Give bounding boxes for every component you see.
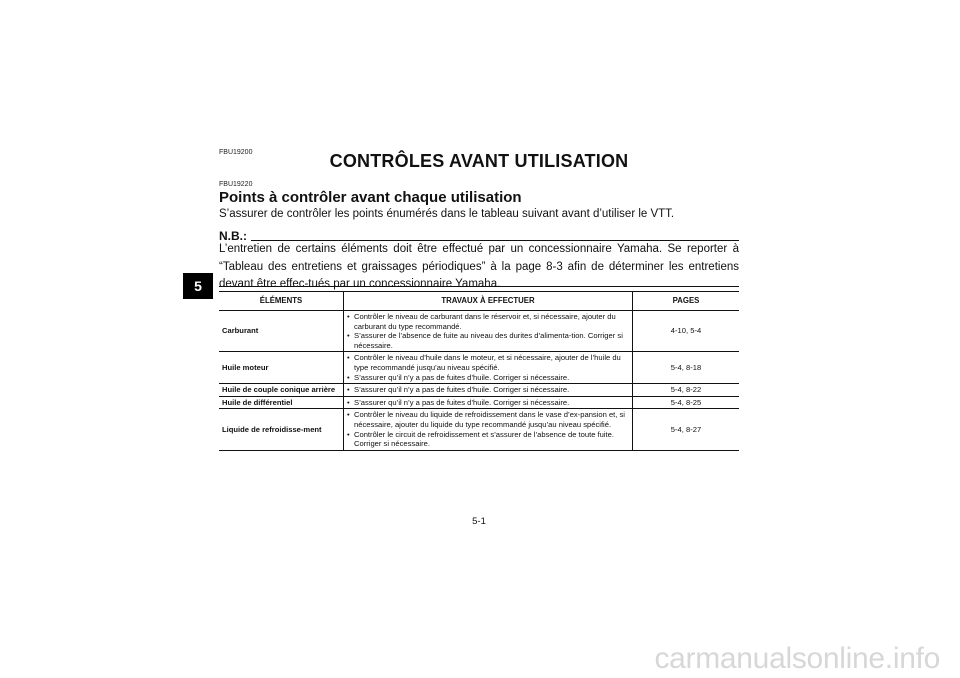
maintenance-table [219,291,739,451]
row-tasks [344,311,633,352]
task-item: • S’assurer qu’il n’y a pas de fuites d’huile. Corriger si nécessaire. [347,398,629,408]
task-item: • S’assurer qu’il n’y a pas de fuites d’huile. Corriger si nécessaire. [347,385,629,395]
page-number: 5-1 [472,516,486,527]
task-item: • S’assurer qu’il n’y a pas de fuites d’huile. Corriger si nécessaire. [347,373,629,383]
section-title: Points à contrôler avant chaque utilisation [219,189,522,206]
row-pages: 5-4, 8-22 [633,384,740,397]
row-element: Carburant [219,311,344,352]
watermark: carmanualsonline.info [654,642,940,675]
row-tasks [344,384,633,397]
header-tasks: TRAVAUX À EFFECTUER [344,292,633,311]
row-element: Liquide de refroidisse-ment [219,409,344,450]
row-element: Huile de couple conique arrière [219,384,344,397]
row-tasks [344,396,633,409]
note-label: N.B.: [219,229,247,243]
table-row [219,384,739,397]
header-elements: ÉLÉMENTS [219,292,344,311]
chapter-code: FBU19200 [219,149,253,156]
chapter-tab: 5 [183,273,213,299]
table-row [219,311,739,352]
table-row [219,396,739,409]
table-header-row [219,292,739,311]
row-pages: 5-4, 8-18 [633,352,740,384]
table-row [219,409,739,450]
chapter-title: CONTRÔLES AVANT UTILISATION [329,151,629,171]
task-item: • S’assurer de l’absence de fuite au niveau des durites d’alimenta-tion. Corriger si nécessaire. [347,331,629,350]
note-end-rule [219,286,739,287]
task-item: • Contrôler le niveau de carburant dans le réservoir et, si nécessaire, ajouter du carburant du type recommandé. [347,312,629,331]
row-pages: 5-4, 8-27 [633,409,740,450]
row-element: Huile de différentiel [219,396,344,409]
row-element: Huile moteur [219,352,344,384]
row-tasks [344,352,633,384]
header-pages: PAGES [633,292,740,311]
section-code: FBU19220 [219,181,253,188]
intro-text: S’assurer de contrôler les points énumérés dans le tableau suivant avant d’utiliser le VTT. [219,208,675,220]
task-item: • Contrôler le niveau d’huile dans le moteur, et si nécessaire, ajouter de l’huile du type recommandé jusqu’au niveau spécifié. [347,353,629,372]
table-row [219,352,739,384]
task-item: • Contrôler le circuit de refroidissement et s’assurer de l’absence de toute fuite. Corriger si nécessaire. [347,430,629,449]
row-pages: 5-4, 8-25 [633,396,740,409]
task-item: • Contrôler le niveau du liquide de refroidissement dans le vase d’ex-pansion et, si nécessaire, ajouter du liquide du type recommandé jusqu’au niveau spécifié. [347,410,629,429]
row-tasks [344,409,633,450]
note-text: L’entretien de certains éléments doit être effectué par un concessionnaire Yamaha. Se reporter à “Tableau des entretiens et graissages périodiques” à la page 8-3 afin de déterminer les entretiens devant être effec-tués par un concessionnaire Yamaha. [219,243,739,290]
row-pages: 4-10, 5-4 [633,311,740,352]
